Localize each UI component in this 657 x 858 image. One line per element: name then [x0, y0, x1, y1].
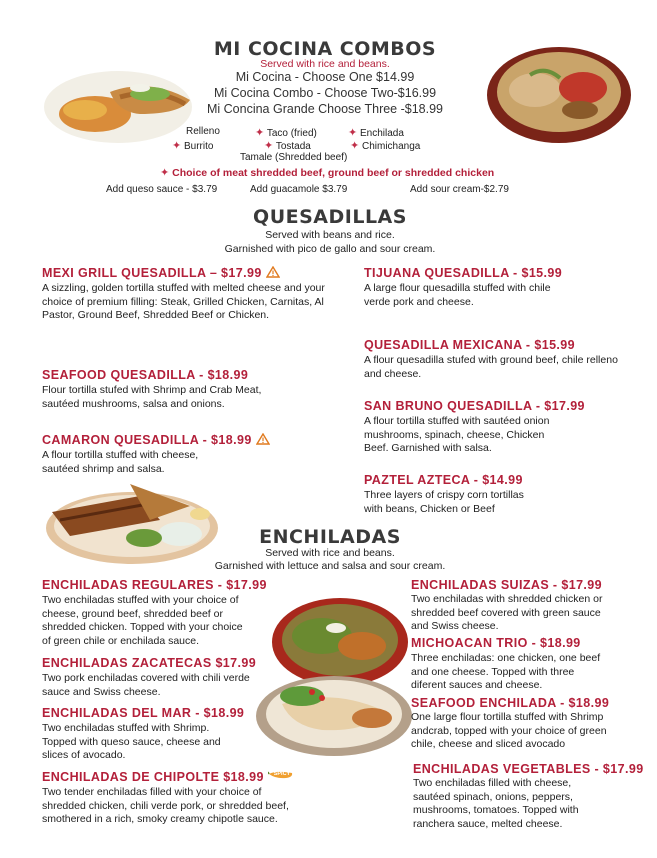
menu-item: [42, 706, 262, 763]
item-name: MICHOACAN TRIO - $18.99: [411, 636, 581, 650]
item-name: TIJUANA QUESADILLA - $15.99: [364, 266, 563, 280]
item-name: SAN BRUNO QUESADILLA - $17.99: [364, 399, 585, 413]
item-description: A flour tortilla stuffed with sautéed onion mushrooms, spinach, cheese, Chicken Beef. Garnished with salsa.: [364, 415, 550, 455]
combo-option-burrito: ✦ Burrito: [172, 140, 214, 152]
menu-item: [364, 399, 594, 456]
item-description: Two enchiladas stuffed with your choice of cheese, ground beef, shredded beef or shredded chicken. Topped with your choice of green chile or enchilada sauce.: [42, 594, 243, 647]
enchiladas-subtitle-1: Served with rice and beans.: [265, 547, 395, 559]
combo-option-enchilada: ✦ Enchilada: [348, 127, 404, 139]
addon-guacamole: Add guacamole $3.79: [250, 184, 348, 195]
item-name: SEAFOOD QUESADILLA - $18.99: [42, 368, 249, 382]
item-description: A sizzling, golden tortilla stuffed with melted cheese and your choice of premium filling: Steak, Grilled Chicken, Carnitas, Al Pastor, Ground Beef, Shredded Beef or Chicken.: [42, 282, 325, 322]
combo-option-tamale: Tamale (Shredded beef): [240, 152, 348, 163]
combos-choice-note: ✦ Choice of meat shredded beef, ground beef or shredded chicken: [160, 167, 495, 179]
menu-item: [411, 636, 611, 693]
menu-item: [411, 696, 621, 752]
combos-price-1: Mi Cocina - Choose One $14.99: [235, 70, 415, 84]
item-name: ENCHILADAS DE CHIPOLTE $18.99: [42, 770, 264, 784]
combo-option-taco: ✦ Taco (fried): [255, 127, 317, 139]
warning-icon: [266, 266, 280, 278]
menu-item: [42, 770, 312, 827]
combo-option-tostada: ✦ Tostada: [264, 140, 311, 152]
combos-subtitle: Served with rice and beans.: [260, 58, 390, 70]
combo-plate-photo-right: [485, 40, 633, 145]
item-description: A flour tortilla stuffed with cheese, sautéed shrimp and salsa.: [42, 449, 199, 475]
sparkle-icon: ✦: [255, 127, 265, 139]
menu-item: [42, 578, 267, 648]
item-description: Three enchiladas: one chicken, one beef and one cheese. Topped with three diferent sauces and cheese.: [411, 652, 601, 692]
combos-price-2: Mi Cocina Combo - Choose Two-$16.99: [213, 86, 437, 100]
sparkle-icon: ✦: [348, 127, 358, 139]
sparkle-icon: ✦: [172, 140, 182, 152]
item-name: ENCHILADAS DEL MAR - $18.99: [42, 706, 245, 720]
enchiladas-subtitle-2: Garnished with lettuce and salsa and sour cream.: [214, 560, 446, 572]
combos-title: MI COCINA COMBOS: [213, 38, 437, 60]
menu-item: [364, 266, 584, 309]
menu-item: [42, 656, 272, 699]
item-description: A flour quesadilla stufed with ground beef, chile relleno and cheese.: [364, 354, 618, 380]
menu-item: [42, 266, 342, 323]
item-name: ENCHILADAS REGULARES - $17.99: [42, 578, 267, 592]
menu-item: [413, 762, 644, 831]
enchiladas-title: ENCHILADAS: [259, 526, 401, 548]
item-description: Two enchiladas filled with cheese, sautéed spinach, onions, peppers, mushrooms, tomatoes. Topped with ranchera sauce, melted cheese.: [413, 777, 579, 830]
item-description: A large flour quesadilla stuffed with chile verde pork and cheese.: [364, 282, 551, 308]
quesadillas-subtitle-2: Garnished with pico de gallo and sour cream.: [224, 243, 436, 255]
enchilada-plate-photo: [252, 592, 412, 760]
sparkle-icon: ✦: [264, 140, 274, 152]
menu-item: [411, 578, 641, 634]
addon-sour-cream: Add sour cream-$2.79: [410, 184, 509, 195]
combo-option-relleno: Relleno: [186, 126, 220, 137]
menu-item: [364, 338, 644, 381]
addon-queso: Add queso sauce - $3.79: [106, 184, 218, 195]
item-description: Three layers of crispy corn tortillas with beans, Chicken or Beef: [364, 489, 524, 515]
item-description: Two enchiladas with shredded chicken or shredded beef covered with green sauce and Swiss cheese.: [411, 593, 603, 633]
item-name: PAZTEL AZTECA - $14.99: [364, 473, 523, 487]
menu-item: [364, 473, 564, 516]
item-name: ENCHILADAS ZACATECAS $17.99: [42, 656, 257, 670]
item-name: ENCHILADAS SUIZAS - $17.99: [411, 578, 602, 592]
combo-option-chimichanga: ✦ Chimichanga: [350, 140, 421, 152]
item-name: SEAFOOD ENCHILADA - $18.99: [411, 696, 610, 710]
item-description: One large flour tortilla stuffed with Shrimp andcrab, topped with your choice of green chile, cheese and sliced avocado: [411, 711, 607, 751]
sparkle-icon: ✦: [160, 167, 170, 179]
item-name: QUESADILLA MEXICANA - $15.99: [364, 338, 576, 352]
quesadillas-title: QUESADILLAS: [253, 206, 407, 228]
sparkle-icon: ✦: [350, 140, 360, 152]
combo-plate-photo-left: [40, 52, 200, 147]
item-name: MEXI GRILL QUESADILLA – $17.99: [42, 266, 262, 280]
item-description: Flour tortilla stufed with Shrimp and Crab Meat, sautéed mushrooms, salsa and onions.: [42, 384, 262, 410]
item-description: Two pork enchiladas covered with chili verde sauce and Swiss cheese.: [42, 672, 250, 698]
quesadillas-subtitle-1: Served with beans and rice.: [265, 229, 395, 241]
menu-item: [42, 368, 272, 411]
spicy-badge: SPICY: [268, 770, 294, 780]
menu-item: [42, 433, 262, 476]
warning-icon: [256, 433, 270, 445]
item-name: ENCHILADAS VEGETABLES - $17.99: [413, 762, 644, 776]
item-description: Two enchiladas stuffed with Shrimp. Topped with queso sauce, cheese and slices of avocado.: [42, 722, 221, 762]
item-description: Two tender enchiladas filled with your choice of shredded chicken, chili verde pork, or shredded beef, smothered in a rich, smoky creamy chipotle sauce.: [42, 786, 289, 826]
combos-price-3: Mi Concina Grande Choose Three -$18.99: [206, 102, 444, 116]
item-name: CAMARON QUESADILLA - $18.99: [42, 433, 252, 447]
